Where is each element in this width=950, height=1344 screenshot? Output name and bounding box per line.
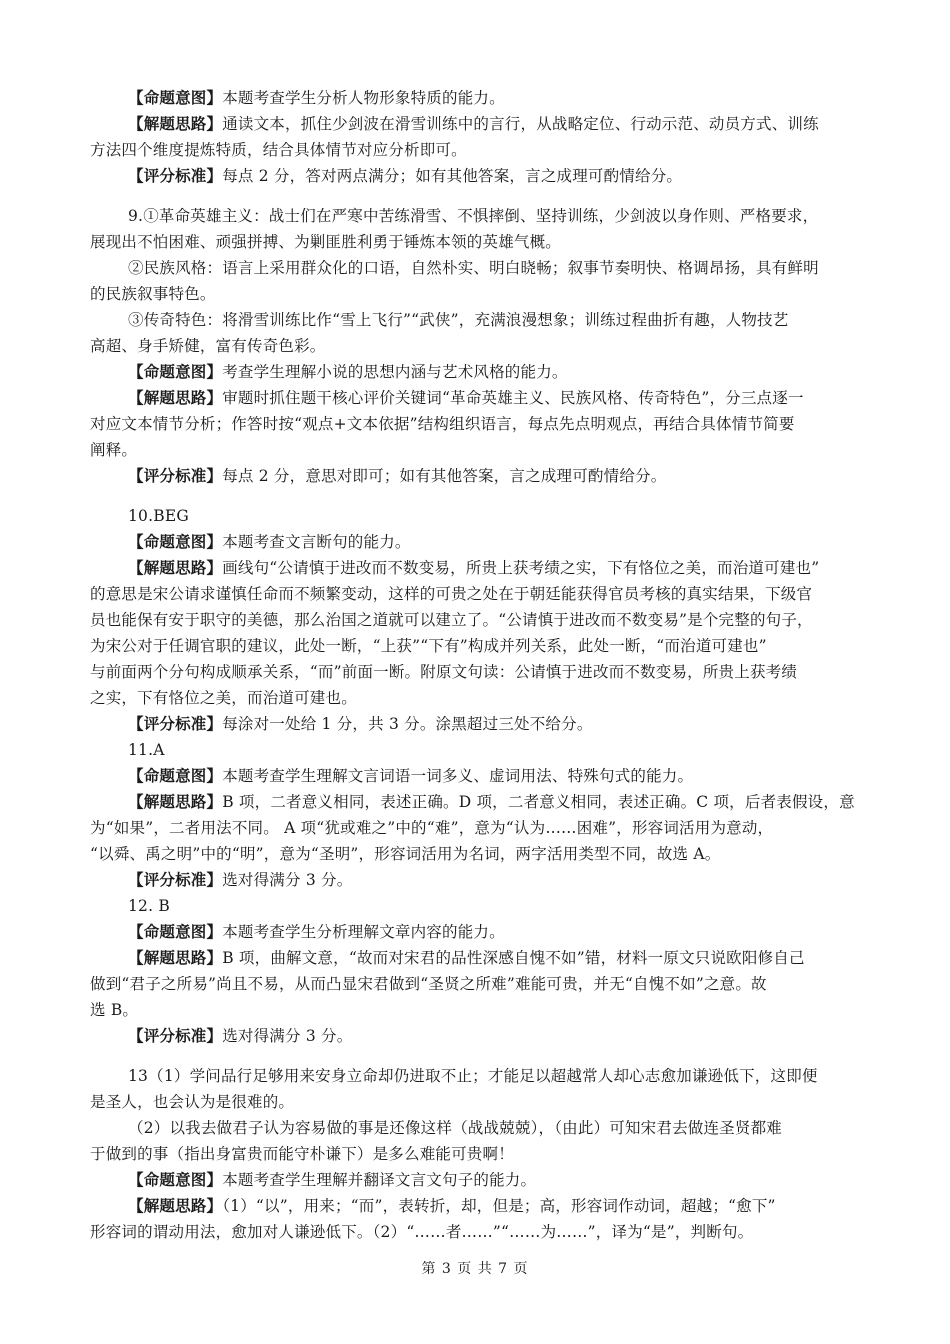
- section-tag: 【解题思路】: [128, 948, 223, 967]
- text-line: [90, 503, 870, 529]
- text-line: [90, 737, 870, 763]
- text-line: [90, 893, 870, 919]
- line-text: 11.A: [128, 741, 165, 759]
- text-line: [90, 1219, 870, 1245]
- line-text: 每点 2 分，答对两点满分；如有其他答案，言之成理可酌情给分。: [222, 167, 683, 185]
- line-text: 选对得满分 3 分。: [222, 871, 353, 889]
- line-text: 是圣人，也会认为是很难的。: [90, 1093, 295, 1111]
- section-tag: 【解题思路】: [128, 792, 223, 811]
- line-text: 每点 2 分，意思对即可；如有其他答案，言之成理可酌情给分。: [222, 467, 667, 485]
- line-text: （2）以我去做君子认为容易做的事是还像这样（战战兢兢），（由此）可知宋君去做连圣贤都难: [128, 1119, 782, 1137]
- text-line: [90, 607, 870, 633]
- text-line: [90, 815, 870, 841]
- text-line: [90, 945, 870, 971]
- line-text: 本题考查学生理解并翻译文言文句子的能力。: [222, 1171, 537, 1189]
- document-body: [90, 85, 870, 1245]
- text-line: [90, 711, 870, 737]
- text-line: [90, 1089, 870, 1115]
- section-tag: 【命题意图】: [128, 922, 223, 941]
- text-line: [90, 1023, 870, 1049]
- line-text: 本题考查学生分析人物形象特质的能力。: [222, 89, 505, 107]
- section-tag: 【命题意图】: [128, 766, 223, 785]
- text-line: [90, 841, 870, 867]
- line-text: 方法四个维度提炼特质，结合具体情节对应分析即可。: [90, 141, 467, 159]
- section-gap: [90, 189, 870, 203]
- section-tag: 【解题思路】: [128, 114, 223, 133]
- line-text: 13（1）学问品行足够用来安身立命却仍进取不止；才能足以超越常人却心志愈加谦逊低下，这即便: [128, 1067, 818, 1085]
- line-text: 形容词的谓动用法，愈加对人谦逊低下。（2）“……者……”“……为……”，译为“是”，判断句。: [90, 1223, 754, 1241]
- text-line: [90, 633, 870, 659]
- line-text: 通读文本，抓住少剑波在滑雪训练中的言行，从战略定位、行动示范、动员方式、训练: [222, 115, 819, 133]
- text-line: [90, 307, 870, 333]
- text-line: [90, 867, 870, 893]
- section-tag: 【评分标准】: [128, 714, 223, 733]
- text-line: [90, 529, 870, 555]
- text-line: [90, 1063, 870, 1089]
- text-line: [90, 463, 870, 489]
- section-tag: 【解题思路】: [128, 1196, 223, 1215]
- section-tag: 【命题意图】: [128, 88, 223, 107]
- text-line: [90, 1193, 870, 1219]
- text-line: [90, 411, 870, 437]
- line-text: 考查学生理解小说的思想内涵与艺术风格的能力。: [222, 363, 568, 381]
- section-tag: 【解题思路】: [128, 388, 223, 407]
- line-text: 之实，下有恪位之美，而治道可建也。: [90, 689, 357, 707]
- line-text: 对应文本情节分析；作答时按“观点+文本依据”结构组织语言，每点先点明观点，再结合具体情节简要: [90, 415, 795, 433]
- line-text: 阐释。: [90, 441, 138, 459]
- section-tag: 【评分标准】: [128, 166, 223, 185]
- text-line: [90, 137, 870, 163]
- line-text: B 项，二者意义相同，表述正确。D 项，二者意义相同，表述正确。C 项，后者表假设，意: [222, 793, 855, 811]
- text-line: [90, 685, 870, 711]
- line-text: 员也能保有安于职守的美德，那么治国之道就可以建立了。“公请慎于进改而不数变易”是个完整的句子，: [90, 611, 813, 629]
- text-line: [90, 971, 870, 997]
- line-text: 于做到的事（指出身富贵而能守朴谦下）是多么难能可贵啊！: [90, 1145, 514, 1163]
- text-line: [90, 163, 870, 189]
- line-text: （1）“以”，用来；“而”，表转折，却，但是；高，形容词作动词，超越；“愈下”: [222, 1197, 776, 1215]
- text-line: [90, 659, 870, 685]
- section-tag: 【解题思路】: [128, 558, 223, 577]
- line-text: 9.①革命英雄主义：战士们在严寒中苦练滑雪、不惧摔倒、坚持训练，少剑波以身作则、严格要求，: [128, 207, 819, 225]
- section-tag: 【评分标准】: [128, 870, 223, 889]
- line-text: 10.BEG: [128, 507, 189, 525]
- section-gap: [90, 489, 870, 503]
- text-line: [90, 997, 870, 1023]
- line-text: 与前面两个分句构成顺承关系，“而”前面一断。附原文句读：公请慎于进改而不数变易，所贵上获考绩: [90, 663, 798, 681]
- section-gap: [90, 1049, 870, 1063]
- line-text: ②民族风格：语言上采用群众化的口语，自然朴实、明白晓畅；叙事节奏明快、格调昂扬，具有鲜明: [128, 259, 819, 277]
- section-tag: 【命题意图】: [128, 532, 223, 551]
- text-line: [90, 437, 870, 463]
- text-line: [90, 333, 870, 359]
- text-line: [90, 1167, 870, 1193]
- text-line: [90, 203, 870, 229]
- line-text: 选 B。: [90, 1001, 139, 1019]
- section-tag: 【命题意图】: [128, 362, 223, 381]
- line-text: 为“如果”，二者用法不同。 A 项“犹或难之”中的“难”，意为“认为……困难”，形容词活用为意动，: [90, 819, 774, 837]
- text-line: [90, 1115, 870, 1141]
- line-text: 做到“君子之所易”尚且不易，从而凸显宋君做到“圣贤之所难”难能可贵，并无“自愧不如”之意。故: [90, 975, 767, 993]
- text-line: [90, 281, 870, 307]
- line-text: 的意思是宋公请求谨慎任命而不频繁变动，这样的可贵之处在于朝廷能获得官员考核的真实结果，下级官: [90, 585, 813, 603]
- text-line: [90, 111, 870, 137]
- line-text: 本题考查学生理解文言词语一词多义、虚词用法、特殊句式的能力。: [222, 767, 694, 785]
- text-line: [90, 385, 870, 411]
- text-line: [90, 229, 870, 255]
- line-text: 高超、身手矫健，富有传奇色彩。: [90, 337, 326, 355]
- line-text: 本题考查文言断句的能力。: [222, 533, 411, 551]
- text-line: [90, 919, 870, 945]
- text-line: [90, 1141, 870, 1167]
- text-line: [90, 763, 870, 789]
- line-text: 每涂对一处给 1 分，共 3 分。涂黑超过三处不给分。: [222, 715, 593, 733]
- line-text: ③传奇特色：将滑雪训练比作“雪上飞行”“武侠”，充满浪漫想象；训练过程曲折有趣，人物技艺: [128, 311, 789, 329]
- line-text: 审题时抓住题干核心评价关键词“革命英雄主义、民族风格、传奇特色”，分三点逐一: [222, 389, 804, 407]
- line-text: 12. B: [128, 897, 170, 915]
- line-text: 选对得满分 3 分。: [222, 1027, 353, 1045]
- page-footer: 第 3 页 共 7 页: [421, 1261, 529, 1277]
- section-tag: 【评分标准】: [128, 1026, 223, 1045]
- section-tag: 【评分标准】: [128, 466, 223, 485]
- section-tag: 【命题意图】: [128, 1170, 223, 1189]
- text-line: [90, 581, 870, 607]
- text-line: [90, 789, 870, 815]
- line-text: “以舜、禹之明”中的“明”，意为“圣明”，形容词活用为名词，两字活用类型不同，故选 A。: [90, 845, 721, 863]
- line-text: 的民族叙事特色。: [90, 285, 216, 303]
- line-text: 为宋公对于任调官职的建议，此处一断，“上获”“下有”构成并列关系，此处一断，“而治道可建也”: [90, 637, 767, 655]
- text-line: [90, 359, 870, 385]
- text-line: [90, 555, 870, 581]
- line-text: 画线句“公请慎于进改而不数变易，所贵上获考绩之实，下有恪位之美，而治道可建也”: [222, 559, 820, 577]
- text-line: [90, 255, 870, 281]
- text-line: [90, 85, 870, 111]
- line-text: 展现出不怕困难、顽强拼搏、为剿匪胜利勇于锤炼本领的英雄气概。: [90, 233, 562, 251]
- line-text: B 项，曲解文意，“故而对宋君的品性深感自愧不如”错，材料一原文只说欧阳修自己: [222, 949, 805, 967]
- line-text: 本题考查学生分析理解文章内容的能力。: [222, 923, 505, 941]
